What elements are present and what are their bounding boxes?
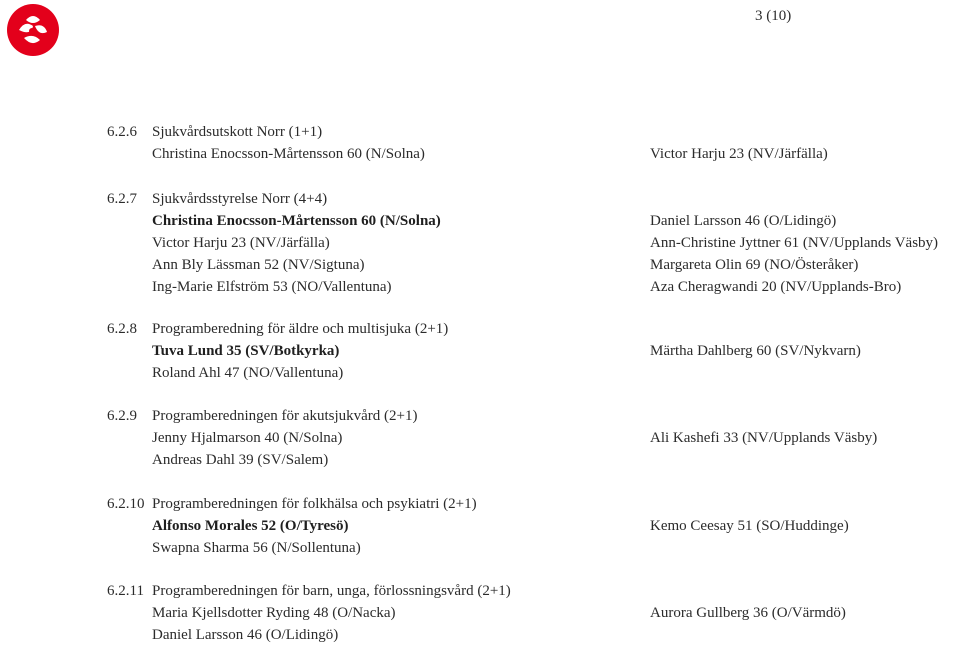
- member-name: Swapna Sharma 56 (N/Sollentuna): [152, 540, 361, 556]
- substitute-name: Margareta Olin 69 (NO/Österåker): [650, 257, 859, 273]
- section-title: Programberedningen för barn, unga, förlossningsvård (2+1): [152, 583, 511, 599]
- substitute-name: Märtha Dahlberg 60 (SV/Nykvarn): [650, 343, 861, 359]
- substitute-name: Ann-Christine Jyttner 61 (NV/Upplands Väsby): [650, 235, 939, 251]
- member-name: Christina Enocsson-Mårtensson 60 (N/Solna): [152, 213, 441, 229]
- member-name: Tuva Lund 35 (SV/Botkyrka): [152, 343, 340, 359]
- member-name: Jenny Hjalmarson 40 (N/Solna): [152, 430, 343, 446]
- section-number: 6.2.6: [107, 124, 137, 140]
- substitute-name: Ali Kashefi 33 (NV/Upplands Väsby): [650, 430, 878, 446]
- member-name: Christina Enocsson-Mårtensson 60 (N/Solna): [152, 146, 425, 162]
- section-title: Programberedningen för akutsjukvård (2+1): [152, 408, 418, 424]
- rose-logo-icon: [4, 2, 62, 60]
- member-name: Victor Harju 23 (NV/Järfälla): [152, 235, 330, 251]
- page-number: 3 (10): [755, 8, 792, 24]
- member-name: Ing-Marie Elfström 53 (NO/Vallentuna): [152, 279, 392, 295]
- member-name: Roland Ahl 47 (NO/Vallentuna): [152, 365, 344, 381]
- substitute-name: Victor Harju 23 (NV/Järfälla): [650, 146, 828, 162]
- section-title: Programberedning för äldre och multisjuka (2+1): [152, 321, 449, 337]
- section-title: Sjukvårdsutskott Norr (1+1): [152, 124, 323, 140]
- member-name: Maria Kjellsdotter Ryding 48 (O/Nacka): [152, 605, 396, 621]
- member-name: Alfonso Morales 52 (O/Tyresö): [152, 518, 349, 534]
- section-number: 6.2.8: [107, 321, 137, 337]
- member-name: Daniel Larsson 46 (O/Lidingö): [152, 627, 339, 643]
- section-number: 6.2.9: [107, 408, 137, 424]
- substitute-name: Aurora Gullberg 36 (O/Värmdö): [650, 605, 846, 621]
- section-number: 6.2.11: [107, 583, 144, 599]
- substitute-name: Daniel Larsson 46 (O/Lidingö): [650, 213, 837, 229]
- member-name: Andreas Dahl 39 (SV/Salem): [152, 452, 329, 468]
- section-title: Sjukvårdsstyrelse Norr (4+4): [152, 191, 328, 207]
- substitute-name: Aza Cheragwandi 20 (NV/Upplands-Bro): [650, 279, 902, 295]
- section-number: 6.2.10: [107, 496, 145, 512]
- substitute-name: Kemo Ceesay 51 (SO/Huddinge): [650, 518, 849, 534]
- section-number: 6.2.7: [107, 191, 137, 207]
- member-name: Ann Bly Lässman 52 (NV/Sigtuna): [152, 257, 365, 273]
- section-title: Programberedningen för folkhälsa och psykiatri (2+1): [152, 496, 477, 512]
